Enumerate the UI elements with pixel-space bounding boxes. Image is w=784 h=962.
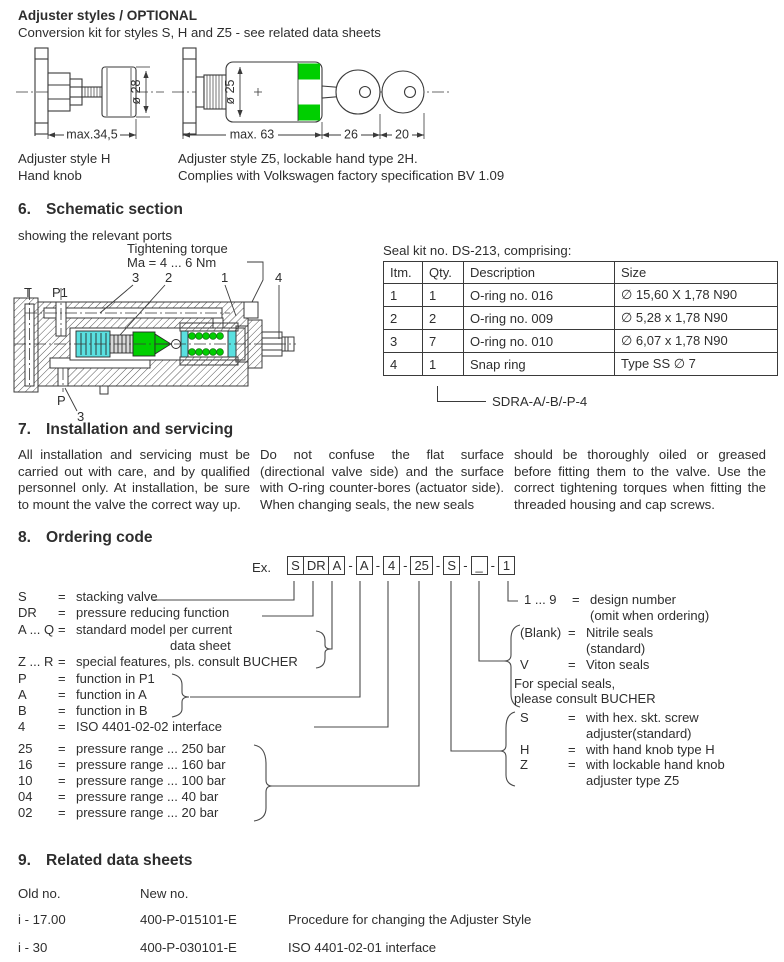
ordering-row-s: S = stacking valve (18, 589, 158, 604)
col-size: Size (615, 262, 778, 284)
ordering-row-25: 25 = pressure range ... 250 bar (18, 741, 226, 756)
section-7-number: 7. (18, 421, 32, 438)
torque-annotation-line1: Tightening torque (127, 241, 228, 256)
related-new-no: 400-P-015101-E (140, 912, 237, 927)
caption-style-z5-line2: Complies with Volkswagen factory specification BV 1.09 (178, 168, 505, 183)
adjuster-title: Adjuster styles / OPTIONAL (18, 8, 198, 23)
code-separator: - (375, 558, 381, 573)
table-row: 2 2 O-ring no. 009 ∅ 5,28 x 1,78 N90 (384, 307, 778, 330)
ordering-row-adj-s-line2: adjuster(standard) (586, 726, 692, 741)
ordering-row-adj-h: H = with hand knob type H (520, 742, 715, 757)
caption-style-h (18, 150, 110, 184)
section-8-number: 8. (18, 529, 32, 546)
installation-text-columns (18, 447, 766, 513)
code-box: 4 (383, 556, 400, 575)
ordering-row-p: P = function in P1 (18, 671, 155, 686)
code-box: _ (471, 556, 488, 575)
ordering-row-aq: A ... Q = standard model per current (18, 622, 233, 637)
item-4-label: 4 (275, 270, 283, 285)
port-p1-label: P1 (52, 285, 68, 300)
section-6-heading (18, 201, 183, 219)
ordering-row-adj-z-line2: adjuster type Z5 (586, 773, 680, 788)
ordering-row-design-line2: (omit when ordering) (590, 608, 710, 623)
code-box: A (356, 556, 373, 575)
table-row: 3 7 O-ring no. 010 ∅ 6,07 x 1,78 N90 (384, 330, 778, 353)
section-7-heading (18, 421, 233, 439)
installation-col-2: Do not confuse the flat surface (directional valve side) and the surface with O-ring counter-bores (actuator side). When changing seals, the new seals (260, 447, 504, 512)
code-box: S (443, 556, 460, 575)
dim-z5-length-label: max. 63 (229, 127, 275, 142)
table-row: 4 1 Snap ring Type SS ∅ 7 (384, 353, 778, 376)
section-8-title: Ordering code (46, 529, 153, 546)
section-9-title: Related data sheets (46, 852, 193, 869)
port-p-label: P (57, 393, 66, 408)
seal-kit-header-row (384, 262, 778, 284)
port-t-label: T (24, 285, 32, 300)
ordering-code-boxes (287, 556, 515, 575)
dim-key-2-label: 20 (395, 127, 409, 142)
code-box: A (328, 556, 345, 575)
col-qty: Qty. (423, 262, 464, 284)
seal-kit-title: Seal kit no. DS-213, comprising: (383, 243, 572, 258)
installation-col-1: All installation and servicing must be carried out with care, and by qualified personnel only. At installation, be sure to mount the valve the correct way up. (18, 447, 250, 512)
table-row: 1 1 O-ring no. 016 ∅ 15,60 X 1,78 N90 (384, 284, 778, 307)
item-3-bottom-label: 3 (77, 409, 85, 424)
ordering-row-02: 02 = pressure range ... 20 bar (18, 805, 219, 820)
seal-kit-footer-code: SDRA-A/-B/-P-4 (492, 394, 588, 409)
related-desc: ISO 4401-02-01 interface (288, 940, 437, 955)
seal-kit-table (383, 261, 778, 376)
schematic-section-drawing (0, 240, 400, 424)
installation-col-3: should be thoroughly oiled or greased before fitting them to the valve. Use the correct tightening torques when fitting the threaded housing and cap screws. (514, 447, 766, 512)
related-col-new-header: New no. (140, 886, 189, 901)
ordering-row-aq-line2: data sheet (170, 638, 231, 653)
related-new-no: 400-P-030101-E (140, 940, 237, 955)
ordering-note-special-1: For special seals, (514, 676, 616, 691)
ordering-row-zr: Z ... R = special features, pls. consult BUCHER (18, 654, 298, 669)
schematic-note: showing the relevant ports (18, 228, 172, 243)
section-6-title: Schematic section (46, 201, 183, 218)
related-desc: Procedure for changing the Adjuster Style (288, 912, 532, 927)
ordering-row-4: 4 = ISO 4401-02-02 interface (18, 719, 222, 734)
ordering-row-adj-z: Z = with lockable hand knob (520, 757, 725, 772)
ordering-row-design: 1 ... 9 = design number (524, 592, 676, 607)
section-8-heading (18, 529, 153, 547)
code-box: 25 (410, 556, 432, 575)
dim-key-1-label: 26 (344, 127, 358, 142)
code-separator: - (490, 558, 495, 573)
code-box: 1 (498, 556, 515, 575)
dim-h-dia-label: ø 28 (129, 79, 143, 105)
adjuster-drawings (14, 46, 454, 148)
col-description: Description (464, 262, 615, 284)
ordering-row-b: B = function in B (18, 703, 148, 718)
caption-style-h-line1: Adjuster style H (18, 151, 111, 166)
related-col-old-header: Old no. (18, 886, 61, 901)
dim-z5-dia-label: ø 25 (223, 79, 237, 105)
code-separator: - (348, 558, 353, 573)
caption-style-z5-line1: Adjuster style Z5, lockable hand type 2H. (178, 151, 418, 166)
item-2-label: 2 (165, 270, 173, 285)
adjuster-subtitle: Conversion kit for styles S, H and Z5 - see related data sheets (18, 25, 381, 40)
code-separator: - (463, 558, 468, 573)
ordering-example-label: Ex. (252, 560, 272, 575)
ordering-row-adj-s: S = with hex. skt. screw (520, 710, 699, 725)
ordering-row-04: 04 = pressure range ... 40 bar (18, 789, 219, 804)
caption-style-z5 (178, 150, 504, 184)
section-9-number: 9. (18, 852, 32, 869)
ordering-row-a: A = function in A (18, 687, 147, 702)
item-1-label: 1 (221, 270, 229, 285)
item-3-label: 3 (132, 270, 140, 285)
ordering-row-blank-line2: (standard) (586, 641, 646, 656)
code-box: S (287, 556, 304, 575)
related-old-no: i - 17.00 (18, 912, 66, 927)
caption-style-h-line2: Hand knob (18, 168, 82, 183)
ordering-row-10: 10 = pressure range ... 100 bar (18, 773, 226, 788)
torque-annotation-line2: Ma = 4 ... 6 Nm (127, 255, 217, 270)
section-9-heading (18, 852, 192, 870)
seal-kit-footer-hook (437, 386, 486, 402)
ordering-row-16: 16 = pressure range ... 160 bar (18, 757, 226, 772)
related-old-no: i - 30 (18, 940, 48, 955)
code-separator: - (403, 558, 408, 573)
ordering-row-blank: (Blank) = Nitrile seals (520, 625, 654, 640)
section-7-title: Installation and servicing (46, 421, 234, 438)
ordering-row-dr: DR = pressure reducing function (18, 605, 230, 620)
ordering-row-v: V = Viton seals (520, 657, 650, 672)
ordering-note-special-2: please consult BUCHER (514, 691, 656, 706)
section-6-number: 6. (18, 201, 32, 218)
code-box: DR (303, 556, 330, 575)
col-itm: Itm. (384, 262, 423, 284)
code-separator: - (435, 558, 441, 573)
dim-h-width-label: max.34,5 (66, 127, 118, 142)
